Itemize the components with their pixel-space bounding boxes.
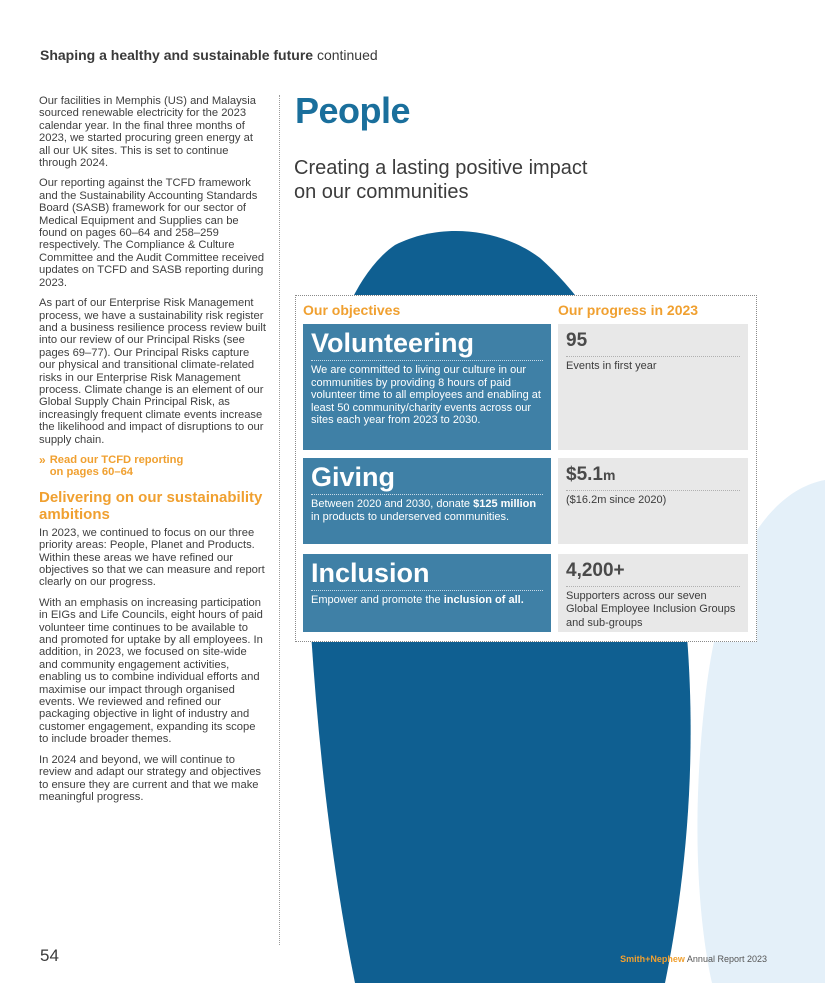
column-divider <box>279 95 280 945</box>
divider <box>311 590 543 591</box>
progress-giving <box>558 458 748 544</box>
page-subtitle: Creating a lasting positive impact on our communities <box>294 157 588 203</box>
objective-title: Volunteering <box>311 328 475 358</box>
paragraph: As part of our Enterprise Risk Management process, we have a sustainability risk register and a business resilience process review built into our review of our Principal Risks (see pages 69–77). Our Principal Risks capture our physical and transitional climate-related risks in our Enterprise Risk Management process. Climate change is an element of our Global Supply Chain Principal Risk, as increasingly frequent climate events increase the likelihood and impact of disruptions to our supply chain. <box>39 297 266 446</box>
divider <box>311 494 543 495</box>
header-rest: continued <box>313 47 378 63</box>
tcfd-reporting-link[interactable] <box>39 454 267 479</box>
link-text: Read our TCFD reporting on pages 60–64 <box>49 453 184 479</box>
paragraph: Our reporting against the TCFD framework and the Sustainability Accounting Standards Board (SASB) framework for our sector of Medical Equipment and Supplies can be found on pages 60–64 and 258–259 respectively. The Compliance & Culture Committee and the Audit Committee received updates on TCFD and SASB reporting during 2023. <box>39 177 265 289</box>
progress-desc: Supporters across our seven Global Employee Inclusion Groups and sub-groups <box>566 590 736 629</box>
progress-volunteering <box>558 324 748 450</box>
objectives-table <box>295 295 757 642</box>
objective-title: Inclusion <box>311 558 430 588</box>
objective-giving <box>303 458 551 544</box>
objective-text: Between 2020 and 2030, donate $125 million in products to underserved communities. <box>311 498 537 523</box>
header-bold: Shaping a healthy and sustainable future <box>40 47 314 63</box>
objective-text: We are committed to living our culture in our communities by providing 8 hours of paid volunteer time to all employees and enabling at least 50 community/charity events across our sites each year from 2023 to 2030. <box>311 364 541 427</box>
divider <box>566 586 740 587</box>
paragraph: Our facilities in Memphis (US) and Malaysia sourced renewable electricity for the 2023 calendar year. In the final three months of 2023, we started procuring green energy at all our UK sites. This is set to continue through 2024. <box>39 95 256 170</box>
objective-inclusion <box>303 554 551 632</box>
section-header <box>40 47 378 63</box>
progress-header: Our progress in 2023 <box>558 302 699 318</box>
footer <box>620 954 767 964</box>
paragraph: In 2023, we continued to focus on our three priority areas: People, Planet and Products. Within these areas we have refined our objectives so that we can measure and report clearly on our progress. <box>39 526 265 589</box>
paragraph: With an emphasis on increasing participation in EIGs and Life Councils, eight hours of paid volunteer time continues to be available to and promoted for uptake by all employees. In addition, in 2023, we focused on site-wide and community engagement activities, enabling us to combine individual efforts and maximise our impact through organised events. We reviewed and refined our packaging objective in light of industry and customer engagement, expanding its scope to include broader themes. <box>39 596 263 746</box>
divider <box>311 360 543 361</box>
progress-desc: ($16.2m since 2020) <box>566 494 667 506</box>
divider <box>566 356 740 357</box>
objectives-header: Our objectives <box>303 302 401 318</box>
progress-value: $5.1m <box>566 464 616 485</box>
progress-value: 4,200+ <box>566 560 625 581</box>
objective-volunteering <box>303 324 551 450</box>
progress-desc: Events in first year <box>566 360 657 372</box>
progress-value: 95 <box>566 330 588 351</box>
page-number: 54 <box>40 946 59 965</box>
left-column <box>39 95 267 811</box>
objective-text: Empower and promote the inclusion of all. <box>311 594 524 606</box>
objective-title: Giving <box>311 462 396 492</box>
double-chevron-icon: » <box>39 452 44 467</box>
paragraph: In 2024 and beyond, we will continue to review and adapt our strategy and objectives to ensure they are current and that we make meaningful progress. <box>39 753 262 803</box>
progress-inclusion <box>558 554 748 632</box>
divider <box>566 490 740 491</box>
report-name: Annual Report 2023 <box>684 954 767 964</box>
brand-name: Smith+Nephew <box>620 954 685 964</box>
sub-heading: Delivering on our sustainability ambitions <box>39 488 263 523</box>
page-title: People <box>295 90 411 131</box>
